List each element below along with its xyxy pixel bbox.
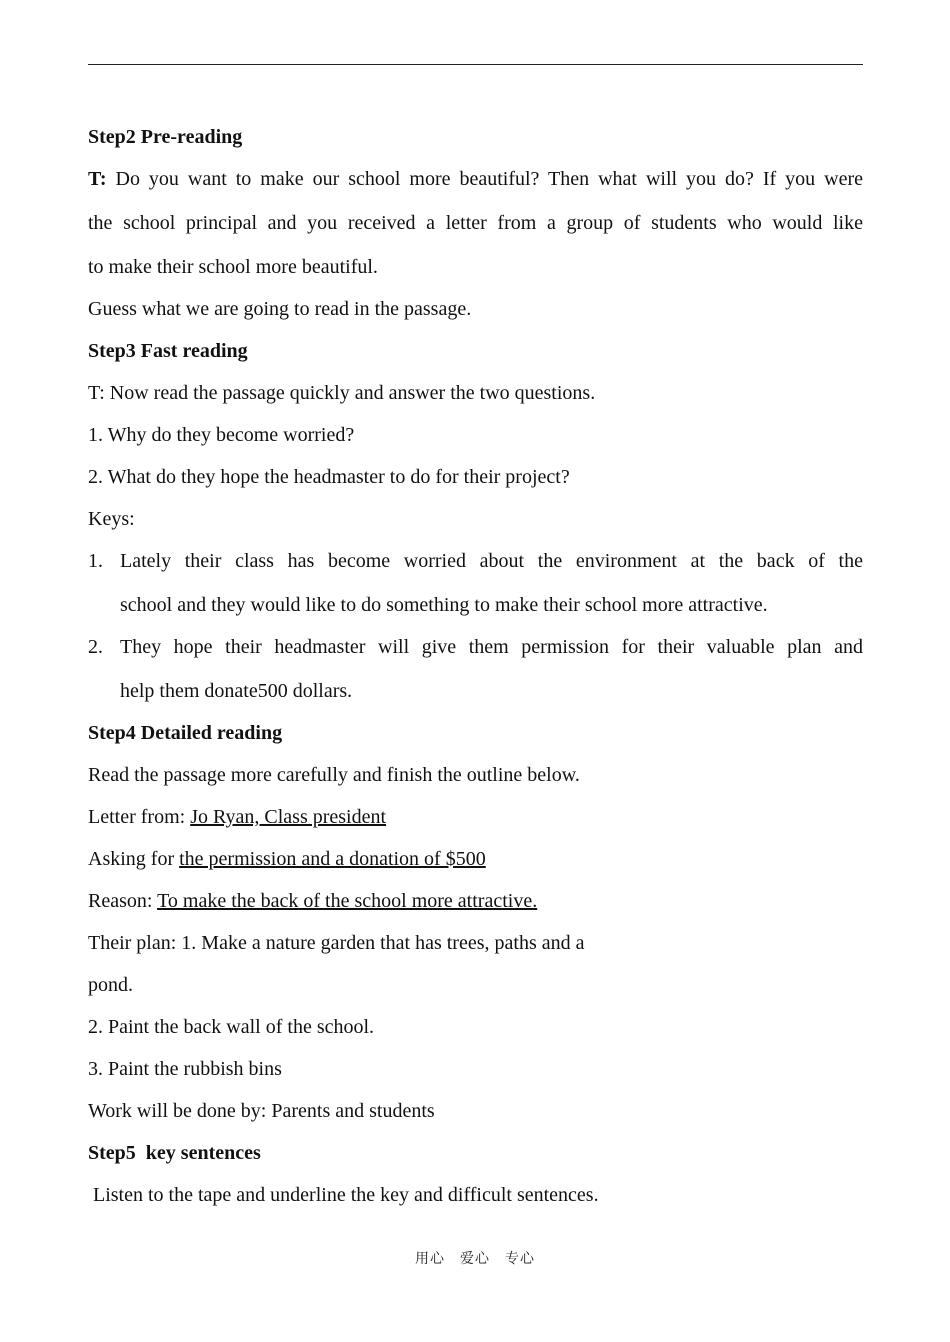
- key-2-number: 2.: [88, 636, 103, 658]
- asking-for-row: [88, 847, 486, 871]
- plan-item-3: 3. Paint the rubbish bins: [88, 1058, 282, 1080]
- letter-from-label: Letter from:: [88, 806, 191, 828]
- letter-from-value: Jo Ryan, Class president: [190, 806, 387, 828]
- step4-instruction: Read the passage more carefully and finish the outline below.: [88, 764, 580, 786]
- letter-from-row: [88, 805, 386, 829]
- step3-question-2: 2. What do they hope the headmaster to do for their project?: [88, 466, 570, 488]
- key-1-line-2: school and they would like to do something to make their school more attractive.: [120, 594, 768, 616]
- step2-guess: Guess what we are going to read in the passage.: [88, 298, 472, 320]
- plan-line-1: Their plan: 1. Make a nature garden that has trees, paths and a: [88, 932, 585, 954]
- asking-for-value: the permission and a donation of $500: [179, 848, 486, 870]
- step2-paragraph-line-2: the school principal and you received a letter from a group of students who would like: [88, 212, 863, 234]
- reason-row: [88, 889, 537, 913]
- step3-heading: Step3 Fast reading: [88, 340, 248, 362]
- key-1-line-1: Lately their class has become worried about the environment at the back of the: [120, 550, 863, 572]
- step3-instruction: T: Now read the passage quickly and answer the two questions.: [88, 382, 596, 404]
- plan-item-2: 2. Paint the back wall of the school.: [88, 1016, 375, 1038]
- key-2-line-2: help them donate500 dollars.: [120, 680, 353, 702]
- teacher-label: T:: [88, 168, 107, 190]
- work-done-by: Work will be done by: Parents and students: [88, 1100, 435, 1122]
- keys-label: Keys:: [88, 508, 135, 530]
- key-2-line-1: They hope their headmaster will give them permission for their valuable plan and: [120, 636, 863, 658]
- reason-value: To make the back of the school more attractive.: [157, 890, 538, 912]
- step2-paragraph-line-1: [88, 167, 863, 191]
- step2-heading: Step2 Pre-reading: [88, 126, 243, 148]
- step5-instruction: Listen to the tape and underline the key and difficult sentences.: [88, 1184, 599, 1206]
- reason-label: Reason:: [88, 890, 158, 912]
- page-footer: 用心 爱心 专心: [415, 1251, 535, 1267]
- step2-text-1: Do you want to make our school more beautiful? Then what will you do? If you were: [115, 168, 863, 190]
- asking-for-label: Asking for: [88, 848, 180, 870]
- step4-heading: Step4 Detailed reading: [88, 722, 283, 744]
- key-1-number: 1.: [88, 550, 103, 572]
- step2-paragraph-line-3: to make their school more beautiful.: [88, 256, 378, 278]
- step3-question-1: 1. Why do they become worried?: [88, 424, 355, 446]
- header-rule: [88, 64, 863, 65]
- plan-line-2: pond.: [88, 974, 133, 996]
- step5-heading: Step5 key sentences: [88, 1142, 261, 1164]
